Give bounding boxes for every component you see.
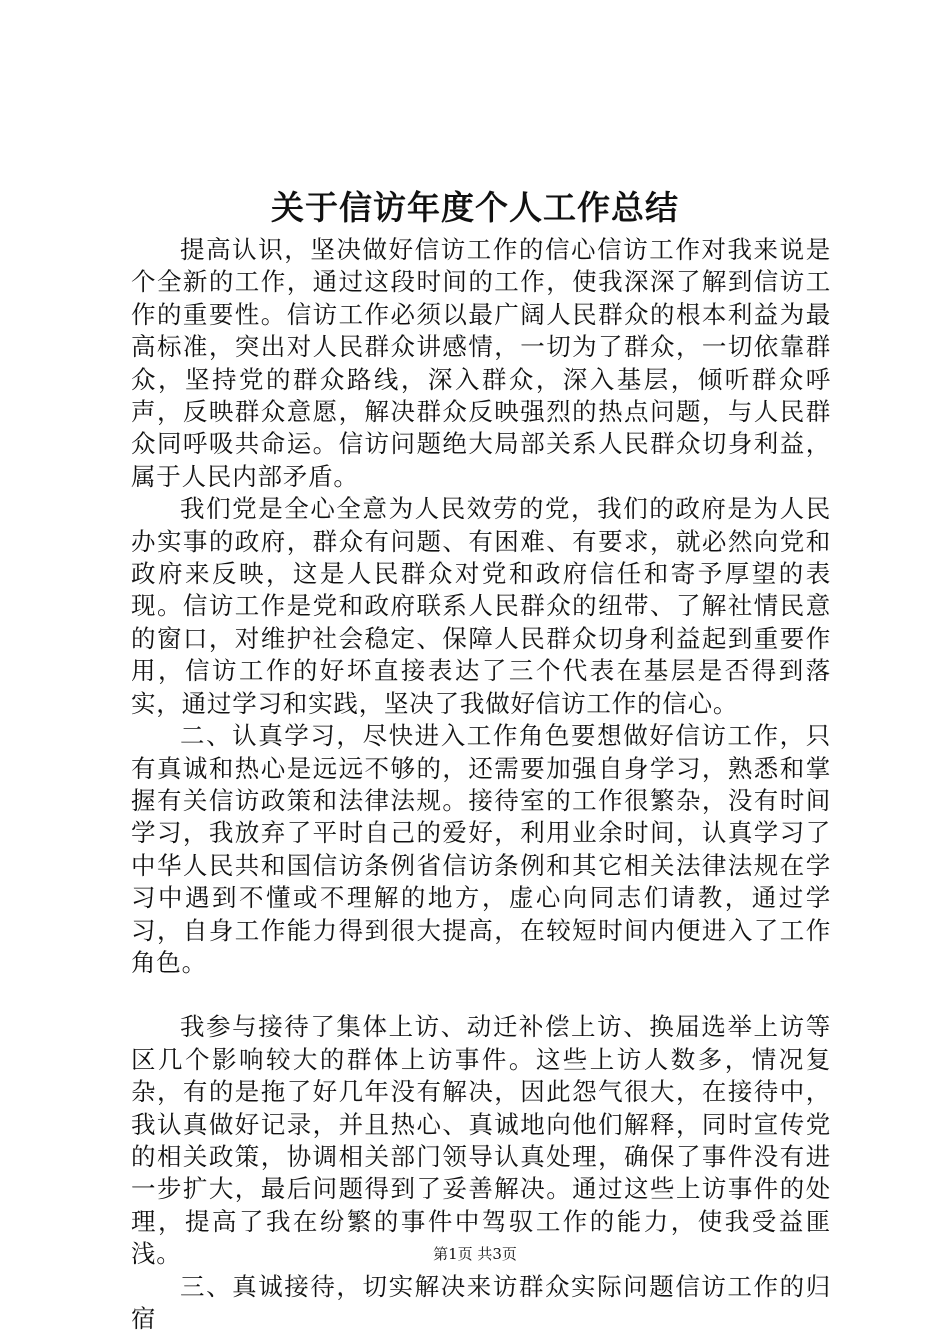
paragraph-3: 二、认真学习，尽快进入工作角色要想做好信访工作，只有真诚和热心是远远不够的，还需要加强自身学习，熟悉和掌握有关信访政策和法律法规。接待室的工作很繁杂，没有时间学习，我放弃了平时自己的爱好，利用业余时间，认真学习了中华人民共和国信访条例省信访条例和其它相关法律法规在学习中遇到不懂或不理解的地方，虚心向同志们请教，通过学习，自身工作能力得到很大提高，在较短时间内便进入了工作角色。 [131,721,831,977]
paragraph-2: 我们党是全心全意为人民效劳的党，我们的政府是为人民办实事的政府，群众有问题、有困难、有要求，就必然向党和政府来反映，这是人民群众对党和政府信任和寄予厚望的表现。信访工作是党和政府联系人民群众的纽带、了解社情民意的窗口，对维护社会稳定、保障人民群众切身利益起到重要作用，信访工作的好坏直接表达了三个代表在基层是否得到落实，通过学习和实践，坚决了我做好信访工作的信心。 [131,494,831,718]
document-body [131,234,831,1335]
paragraph-1: 提高认识，坚决做好信访工作的信心信访工作对我来说是个全新的工作，通过这段时间的工作，使我深深了解到信访工作的重要性。信访工作必须以最广阔人民群众的根本利益为最高标准，突出对人民群众讲感情，一切为了群众，一切依靠群众，坚持党的群众路线，深入群众，深入基层，倾听群众呼声，反映群众意愿，解决群众反映强烈的热点问题，与人民群众同呼吸共命运。信访问题绝大局部关系人民群众切身利益，属于人民内部矛盾。 [131,235,831,491]
page-number-footer: 第1页 共3页 [433,1245,517,1263]
paragraph-5: 三、真诚接待，切实解决来访群众实际问题信访工作的归宿 [131,1271,831,1333]
paragraph-4: 我参与接待了集体上访、动迁补偿上访、换届选举上访等区几个影响较大的群体上访事件。这些上访人数多，情况复杂，有的是拖了好几年没有解决，因此怨气很大，在接待中，我认真做好记录，并且热心、真诚地向他们解释，同时宣传党的相关政策，协调相关部门领导认真处理，确保了事件没有进一步扩大，最后问题得到了妥善解决。通过这些上访事件的处理，提高了我在纷繁的事件中驾驭工作的能力，使我受益匪浅。 [131,1012,831,1269]
document-title: 关于信访年度个人工作总结 [271,188,679,227]
